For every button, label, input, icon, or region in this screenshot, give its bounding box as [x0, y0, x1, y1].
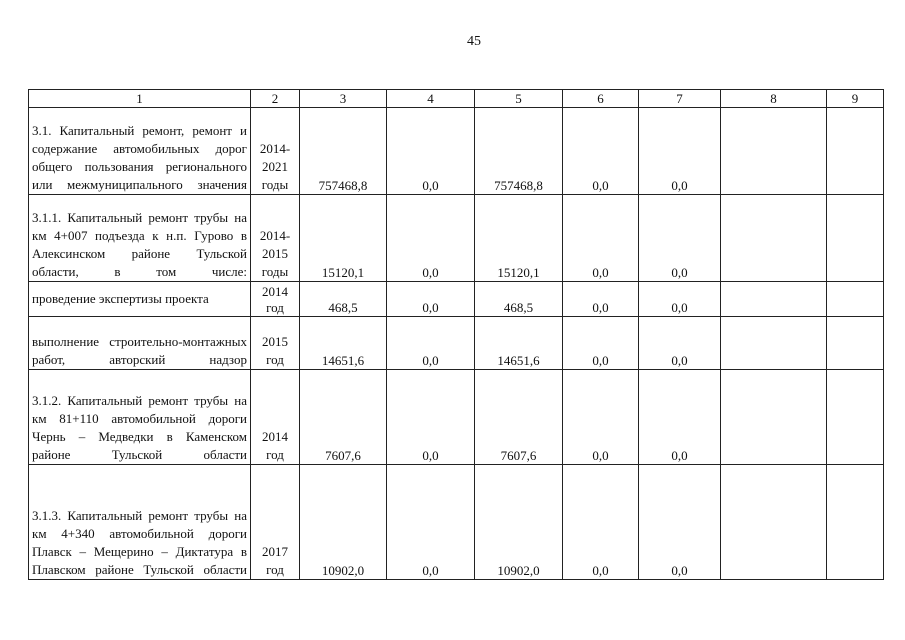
value-cell: 468,5: [300, 282, 387, 317]
value-cell: 0,0: [563, 195, 639, 282]
empty-cell: [827, 370, 884, 465]
budget-table: [28, 89, 884, 580]
item-period: 2014-2015 годы: [251, 195, 300, 282]
table-row: [29, 465, 884, 580]
column-header: 5: [475, 90, 563, 108]
value-cell: 0,0: [563, 370, 639, 465]
item-name: 3.1.2. Капитальный ремонт трубы на км 81+110 автомобильной дороги Чернь – Медведки в Каменском районе Тульской области: [29, 370, 251, 465]
empty-cell: [721, 465, 827, 580]
empty-cell: [721, 370, 827, 465]
value-cell: 0,0: [639, 370, 721, 465]
column-header: 4: [387, 90, 475, 108]
item-name: выполнение строительно-монтажных работ, авторский надзор: [29, 317, 251, 370]
value-cell: 757468,8: [475, 108, 563, 195]
empty-cell: [827, 195, 884, 282]
column-header: 6: [563, 90, 639, 108]
column-header: 3: [300, 90, 387, 108]
value-cell: 10902,0: [300, 465, 387, 580]
empty-cell: [721, 108, 827, 195]
value-cell: 0,0: [639, 195, 721, 282]
value-cell: 14651,6: [300, 317, 387, 370]
item-name: 3.1.1. Капитальный ремонт трубы на км 4+007 подъезда к н.п. Гурово в Алексинском районе Тульской области, в том числе:: [29, 195, 251, 282]
value-cell: 0,0: [563, 282, 639, 317]
empty-cell: [827, 282, 884, 317]
value-cell: 0,0: [563, 317, 639, 370]
column-header: 9: [827, 90, 884, 108]
value-cell: 0,0: [387, 465, 475, 580]
value-cell: 14651,6: [475, 317, 563, 370]
value-cell: 15120,1: [300, 195, 387, 282]
value-cell: 0,0: [387, 195, 475, 282]
item-period: 2014-2021 годы: [251, 108, 300, 195]
item-name: 3.1. Капитальный ремонт, ремонт и содержание автомобильных дорог общего пользования регионального или межмуниципального значения: [29, 108, 251, 195]
column-header: 8: [721, 90, 827, 108]
table-row: [29, 370, 884, 465]
table-row: [29, 317, 884, 370]
value-cell: 0,0: [563, 465, 639, 580]
empty-cell: [721, 195, 827, 282]
table-row: [29, 282, 884, 317]
item-name: 3.1.3. Капитальный ремонт трубы на км 4+340 автомобильной дороги Плавск – Мещерино – Диктатура в Плавском районе Тульской области: [29, 465, 251, 580]
table-row: [29, 195, 884, 282]
item-period: 2015 год: [251, 317, 300, 370]
value-cell: 0,0: [639, 465, 721, 580]
header-row: [29, 90, 884, 108]
empty-cell: [827, 317, 884, 370]
column-header: 7: [639, 90, 721, 108]
value-cell: 7607,6: [475, 370, 563, 465]
value-cell: 0,0: [387, 282, 475, 317]
item-period: 2014 год: [251, 282, 300, 317]
column-header: 2: [251, 90, 300, 108]
value-cell: 0,0: [387, 370, 475, 465]
value-cell: 0,0: [563, 108, 639, 195]
value-cell: 0,0: [639, 317, 721, 370]
item-period: 2014 год: [251, 370, 300, 465]
empty-cell: [721, 317, 827, 370]
value-cell: 468,5: [475, 282, 563, 317]
empty-cell: [721, 282, 827, 317]
value-cell: 10902,0: [475, 465, 563, 580]
column-header: 1: [29, 90, 251, 108]
value-cell: 0,0: [387, 108, 475, 195]
item-name: проведение экспертизы проекта: [29, 282, 251, 317]
value-cell: 7607,6: [300, 370, 387, 465]
value-cell: 0,0: [639, 282, 721, 317]
value-cell: 0,0: [387, 317, 475, 370]
page-number: 45: [467, 34, 481, 49]
value-cell: 15120,1: [475, 195, 563, 282]
item-period: 2017 год: [251, 465, 300, 580]
empty-cell: [827, 465, 884, 580]
empty-cell: [827, 108, 884, 195]
table-row: [29, 108, 884, 195]
value-cell: 757468,8: [300, 108, 387, 195]
value-cell: 0,0: [639, 108, 721, 195]
